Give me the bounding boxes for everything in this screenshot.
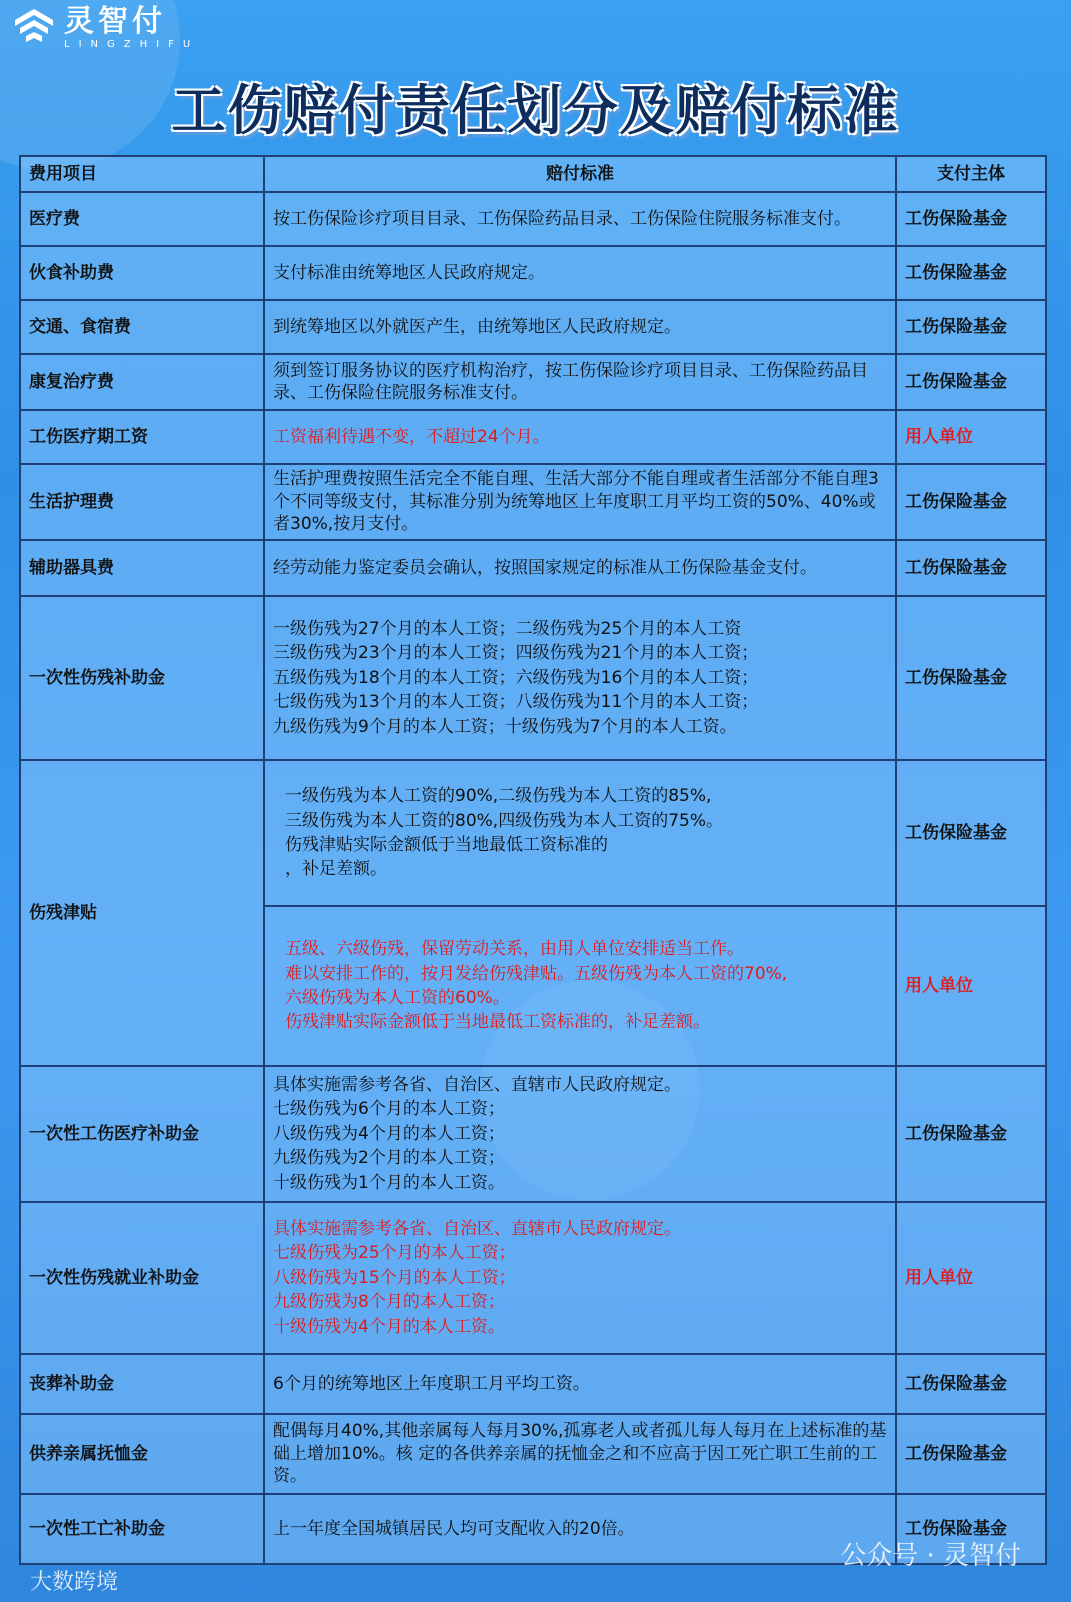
standard-line: 难以安排工作的，按月发给伤残津贴。五级伤残为本人工资的70%,: [285, 963, 788, 984]
row-payer: 工伤保险基金: [896, 1066, 1046, 1202]
row-payer: 工伤保险基金: [896, 1414, 1046, 1494]
row-standard: [264, 596, 896, 760]
watermark-right: 公众号 · 灵智付: [840, 1541, 1021, 1571]
row-payer: 工伤保险基金: [896, 354, 1046, 410]
row-item: 伙食补助费: [20, 246, 264, 300]
standard-line: 六级伤残为本人工资的60%。: [285, 988, 510, 1008]
row-payer: 工伤保险基金: [896, 246, 1046, 300]
brand-name-en: LINGZHIFU: [64, 38, 200, 50]
header-payer: 支付主体: [896, 156, 1046, 192]
row-payer: 工伤保险基金: [896, 760, 1046, 906]
brand-logo: [12, 3, 200, 50]
table-row: [20, 300, 1046, 354]
standard-line: 九级伤残为2个月的本人工资；: [273, 1148, 505, 1169]
row-payer: 工伤保险基金: [896, 192, 1046, 246]
row-standard: 支付标准由统筹地区人民政府规定。: [264, 246, 896, 300]
row-item: 伤残津贴: [20, 760, 264, 1066]
row-payer: 工伤保险基金: [896, 300, 1046, 354]
standard-line: 八级伤残为4个月的本人工资；: [273, 1123, 505, 1144]
standard-line: 三级伤残为23个月的本人工资；四级伤残为21个月的本人工资；: [273, 643, 759, 664]
row-standard: [264, 1202, 896, 1354]
row-item: 一次性伤残补助金: [20, 596, 264, 760]
row-standard: 到统筹地区以外就医产生，由统筹地区人民政府规定。: [264, 300, 896, 354]
header-item: 费用项目: [20, 156, 264, 192]
row-standard: 生活护理费按照生活完全不能自理、生活大部分不能自理或者生活部分不能自理3个不同等级支付，其标准分别为统筹地区上年度职工月平均工资的50%、40%或者30%,按月支付。: [264, 464, 896, 540]
row-item: 一次性伤残就业补助金: [20, 1202, 264, 1354]
table-row: [20, 354, 1046, 410]
row-item: 供养亲属抚恤金: [20, 1414, 264, 1494]
table-row: [20, 1066, 1046, 1202]
logo-icon: [12, 6, 56, 50]
standard-line: 伤残津贴实际金额低于当地最低工资标准的，补足差额。: [285, 1012, 710, 1033]
row-payer: 用人单位: [896, 410, 1046, 464]
standard-line: 十级伤残为4个月的本人工资。: [273, 1316, 505, 1337]
row-item: 康复治疗费: [20, 354, 264, 410]
header-standard: 赔付标准: [264, 156, 896, 192]
row-item: 一次性工伤医疗补助金: [20, 1066, 264, 1202]
row-standard: 配偶每月40%,其他亲属每人每月30%,孤寡老人或者孤儿每人每月在上述标准的基础上增加10%。核 定的各供养亲属的抚恤金之和不应高于因工死亡职工生前的工资。: [264, 1414, 896, 1494]
row-payer: 用人单位: [896, 906, 1046, 1066]
brand-name: 灵智付: [64, 3, 166, 39]
row-standard: 6个月的统筹地区上年度职工月平均工资。: [264, 1354, 896, 1414]
table-row: [20, 410, 1046, 464]
row-payer: 工伤保险基金: [896, 1494, 1046, 1564]
row-item: 工伤医疗期工资: [20, 410, 264, 464]
table-row: [20, 246, 1046, 300]
row-payer: 工伤保险基金: [896, 1354, 1046, 1414]
standard-line: 七级伤残为6个月的本人工资；: [273, 1099, 505, 1120]
compensation-table: [19, 155, 1047, 1565]
table-row: [20, 760, 1046, 906]
table-row: [20, 1414, 1046, 1494]
table-row: [20, 1202, 1046, 1354]
table-header-row: [20, 156, 1046, 192]
table-row: [20, 540, 1046, 596]
row-standard: [264, 760, 896, 906]
standard-line: 七级伤残为25个月的本人工资；: [273, 1243, 516, 1264]
row-payer: 工伤保险基金: [896, 464, 1046, 540]
row-standard: [264, 906, 896, 1066]
row-standard: 上一年度全国城镇居民人均可支配收入的20倍。: [264, 1494, 896, 1564]
watermark-left: 大数跨境: [30, 1570, 119, 1595]
standard-line: 三级伤残为本人工资的80%,四级伤残为本人工资的75%。: [285, 810, 723, 831]
row-payer: 用人单位: [896, 1202, 1046, 1354]
standard-line: 具体实施需参考各省、自治区、直辖市人民政府规定。: [273, 1074, 681, 1095]
row-payer: 工伤保险基金: [896, 596, 1046, 760]
standard-line: 八级伤残为15个月的本人工资；: [273, 1267, 516, 1288]
standard-line: 一级伤残为27个月的本人工资；二级伤残为25个月的本人工资: [273, 618, 742, 639]
row-item: 生活护理费: [20, 464, 264, 540]
standard-line: 五级伤残为18个月的本人工资；六级伤残为16个月的本人工资；: [273, 667, 759, 688]
standard-line: ，补足差额。: [285, 859, 387, 880]
row-standard: 经劳动能力鉴定委员会确认，按照国家规定的标准从工伤保险基金支付。: [264, 540, 896, 596]
page-title: 工伤赔付责任划分及赔付标准: [171, 79, 900, 142]
table-row: [20, 192, 1046, 246]
row-item: 一次性工亡补助金: [20, 1494, 264, 1564]
row-standard: 按工伤保险诊疗项目目录、工伤保险药品目录、工伤保险住院服务标准支付。: [264, 192, 896, 246]
standard-line: 具体实施需参考各省、自治区、直辖市人民政府规定。: [273, 1218, 681, 1239]
standard-line: 一级伤残为本人工资的90%,二级伤残为本人工资的85%,: [285, 786, 712, 807]
table-row: [20, 596, 1046, 760]
standard-line: 伤残津贴实际金额低于当地最低工资标准的: [285, 835, 608, 855]
row-standard: [264, 1066, 896, 1202]
standard-line: 九级伤残为8个月的本人工资；: [273, 1292, 505, 1313]
row-item: 交通、食宿费: [20, 300, 264, 354]
row-standard: 工资福利待遇不变，不超过24个月。: [264, 410, 896, 464]
standard-line: 五级、六级伤残，保留劳动关系，由用人单位安排适当工作。: [285, 939, 744, 960]
row-item: 辅助器具费: [20, 540, 264, 596]
standard-line: 九级伤残为9个月的本人工资；十级伤残为7个月的本人工资。: [273, 716, 737, 737]
row-item: 医疗费: [20, 192, 264, 246]
row-payer: 工伤保险基金: [896, 540, 1046, 596]
table-row: [20, 464, 1046, 540]
row-item: 丧葬补助金: [20, 1354, 264, 1414]
standard-line: 十级伤残为1个月的本人工资。: [273, 1172, 505, 1193]
table-row: [20, 1354, 1046, 1414]
standard-line: 七级伤残为13个月的本人工资；八级伤残为11个月的本人工资；: [273, 692, 759, 713]
row-standard: 须到签订服务协议的医疗机构治疗，按工伤保险诊疗项目目录、工伤保险药品目录、工伤保险住院服务标准支付。: [264, 354, 896, 410]
